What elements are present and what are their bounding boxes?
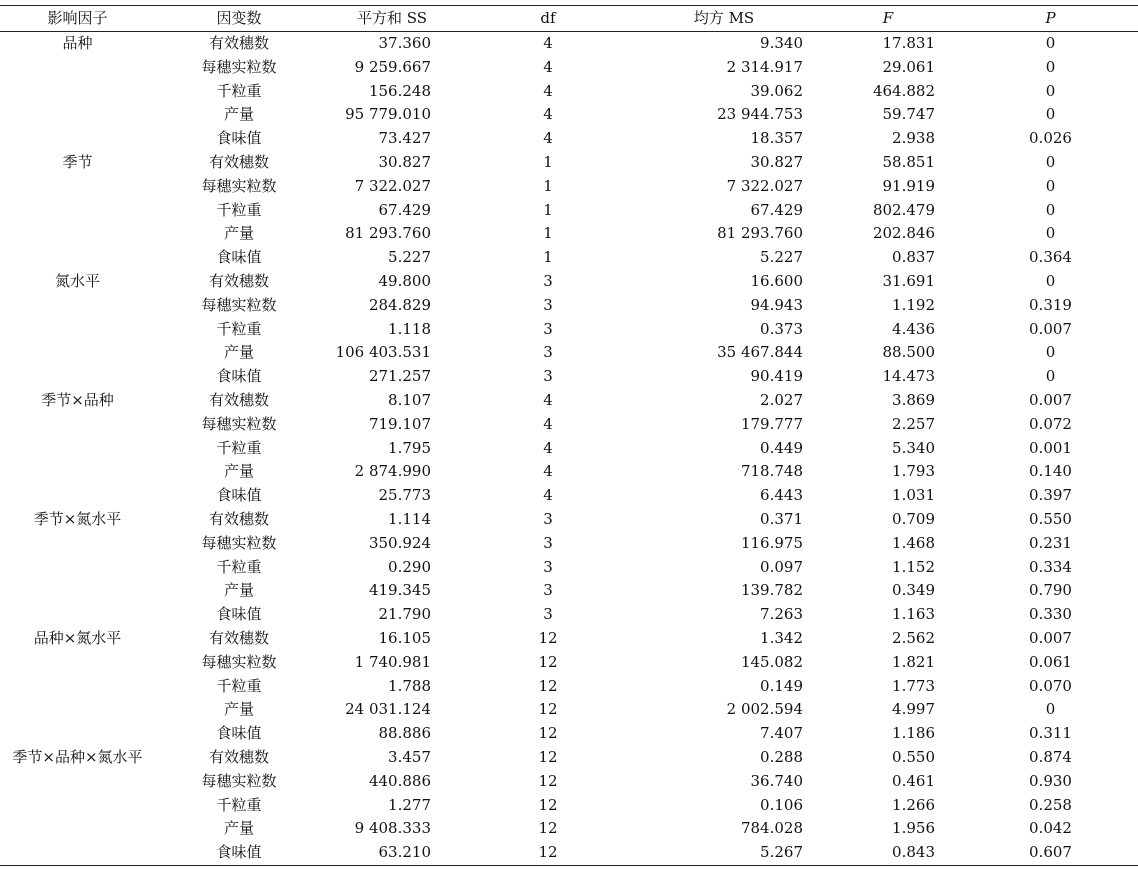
- cell-factor: [0, 579, 155, 603]
- cell-variable: 每穗实粒数: [201, 176, 277, 195]
- cell-p: 0: [1045, 34, 1056, 52]
- cell-ss: 25.773: [378, 486, 431, 505]
- cell-ms: 0.097: [760, 557, 803, 576]
- table-row: [0, 817, 1138, 841]
- cell-df: 3: [543, 319, 553, 338]
- table-row: [0, 341, 1138, 365]
- cell-p: 0.550: [1029, 509, 1072, 528]
- cell-ms: 5.267: [635, 841, 813, 865]
- cell-factor: 氮水平: [54, 271, 100, 290]
- cell-f: 1.821: [892, 652, 935, 671]
- table-body: [0, 32, 1138, 866]
- cell-df: 12: [538, 819, 558, 838]
- cell-f: 202.846: [872, 224, 935, 243]
- cell-factor: [0, 794, 155, 818]
- table-row: [0, 437, 1138, 461]
- cell-p: 0.072: [1029, 414, 1072, 433]
- cell-f: 1.773: [892, 676, 935, 695]
- table-row: [0, 579, 1138, 603]
- cell-variable: 有效穗数: [208, 628, 269, 647]
- cell-df: 4: [543, 57, 553, 76]
- cell-ms: 23 944.753: [717, 105, 803, 124]
- cell-f: 1.186: [892, 724, 935, 743]
- cell-p: 0.930: [1029, 771, 1072, 790]
- cell-variable: 食味值: [216, 486, 262, 505]
- cell-ms: 94.943: [750, 295, 803, 314]
- cell-f: 88.500: [882, 343, 935, 362]
- cell-ss: 21.790: [378, 605, 431, 624]
- cell-p: 0.397: [1029, 486, 1072, 505]
- cell-f: 2.938: [892, 129, 935, 148]
- cell-p: 0.319: [1029, 295, 1072, 314]
- cell-f: 0.843: [813, 841, 963, 865]
- table-row: [0, 627, 1138, 651]
- cell-ms: 0.149: [760, 676, 803, 695]
- cell-factor: 季节×品种×氮水平: [12, 747, 143, 766]
- cell-factor: 季节×品种: [41, 390, 114, 409]
- table-row: [0, 32, 1138, 56]
- table-row: [0, 532, 1138, 556]
- cell-ss: 9 259.667: [354, 57, 431, 76]
- cell-p: 0.007: [1029, 390, 1072, 409]
- cell-factor: [0, 841, 155, 865]
- cell-df: 1: [543, 248, 553, 267]
- cell-ss: 63.210: [323, 841, 461, 865]
- cell-f: 1.163: [892, 605, 935, 624]
- cell-ss: 719.107: [368, 414, 431, 433]
- cell-ms: 5.227: [760, 248, 803, 267]
- cell-ms: 2.027: [760, 390, 803, 409]
- cell-df: 4: [543, 34, 553, 52]
- cell-ss: 30.827: [378, 152, 431, 171]
- cell-p: 0.007: [1029, 628, 1072, 647]
- cell-p: 0: [1045, 700, 1056, 719]
- cell-f: 0.709: [892, 509, 935, 528]
- cell-ss: 8.107: [388, 390, 431, 409]
- cell-variable: 每穗实粒数: [201, 533, 277, 552]
- cell-variable: 产量: [223, 819, 254, 838]
- table-row: [0, 294, 1138, 318]
- cell-f: 58.851: [882, 152, 935, 171]
- cell-ss: 1.795: [388, 438, 431, 457]
- cell-ms: 16.600: [750, 271, 803, 290]
- cell-variable: 千粒重: [216, 319, 262, 338]
- cell-p: 0.311: [1029, 724, 1072, 743]
- cell-df: 3: [543, 581, 553, 600]
- cell-df: 1: [543, 152, 553, 171]
- cell-f: 1.266: [892, 795, 935, 814]
- cell-p: 0: [1045, 176, 1056, 195]
- cell-ss: 9 408.333: [354, 819, 431, 838]
- cell-df: 4: [543, 390, 553, 409]
- cell-f: 0.349: [892, 581, 935, 600]
- cell-factor: [0, 175, 155, 199]
- cell-variable: 千粒重: [216, 438, 262, 457]
- cell-ss: 49.800: [378, 271, 431, 290]
- cell-factor: 品种: [62, 34, 93, 52]
- cell-variable: 每穗实粒数: [201, 414, 277, 433]
- cell-p: 0: [1045, 57, 1056, 76]
- cell-f: 1.956: [892, 819, 935, 838]
- cell-ms: 784.028: [740, 819, 803, 838]
- table-row: [0, 80, 1138, 104]
- cell-ss: 1.114: [388, 509, 431, 528]
- cell-df: 12: [538, 628, 558, 647]
- cell-f: 0.837: [892, 248, 935, 267]
- table-row: [0, 246, 1138, 270]
- table-row: [0, 698, 1138, 722]
- cell-variable: 有效穗数: [208, 271, 269, 290]
- cell-variable: 每穗实粒数: [201, 771, 277, 790]
- cell-ms: 7.407: [760, 724, 803, 743]
- cell-variable: 产量: [223, 700, 254, 719]
- cell-df: 3: [543, 295, 553, 314]
- table-row: [0, 365, 1138, 389]
- cell-f: 59.747: [882, 105, 935, 124]
- cell-factor: [0, 460, 155, 484]
- table-row: [0, 318, 1138, 342]
- cell-df: 4: [543, 129, 553, 148]
- cell-variable: 有效穗数: [208, 34, 269, 52]
- cell-ss: 2 874.990: [354, 462, 431, 481]
- cell-variable: 产量: [223, 224, 254, 243]
- cell-df: 12: [538, 652, 558, 671]
- cell-ss: 5.227: [388, 248, 431, 267]
- cell-f: 91.919: [882, 176, 935, 195]
- cell-df: 1: [543, 200, 553, 219]
- cell-df: 3: [543, 367, 553, 386]
- cell-ms: 718.748: [740, 462, 803, 481]
- cell-df: 4: [543, 414, 553, 433]
- table-row: [0, 151, 1138, 175]
- cell-variable: 有效穗数: [208, 152, 269, 171]
- cell-p: 0.231: [1029, 533, 1072, 552]
- cell-variable: 产量: [223, 343, 254, 362]
- table-row: [0, 222, 1138, 246]
- cell-variable: 千粒重: [216, 200, 262, 219]
- cell-variable: 有效穗数: [208, 509, 269, 528]
- cell-factor: [0, 603, 155, 627]
- cell-ss: 1.118: [388, 319, 431, 338]
- table-row: [0, 127, 1138, 151]
- cell-f: 0.550: [892, 747, 935, 766]
- cell-df: 3: [543, 533, 553, 552]
- table-row: [0, 794, 1138, 818]
- cell-f: 4.997: [892, 700, 935, 719]
- cell-ss: 1.788: [388, 676, 431, 695]
- cell-ss: 37.360: [378, 34, 431, 52]
- cell-ss: 24 031.124: [345, 700, 431, 719]
- table-row: [0, 413, 1138, 437]
- cell-df: 4: [543, 438, 553, 457]
- table-row: [0, 651, 1138, 675]
- cell-factor: [0, 484, 155, 508]
- cell-df: 4: [543, 486, 553, 505]
- cell-ss: 419.345: [368, 581, 431, 600]
- cell-p: 0.364: [1029, 248, 1072, 267]
- cell-p: 0.140: [1029, 462, 1072, 481]
- table-row: [0, 675, 1138, 699]
- cell-p: 0.334: [1029, 557, 1072, 576]
- cell-ms: 39.062: [750, 81, 803, 100]
- cell-factor: [0, 413, 155, 437]
- cell-variable: 有效穗数: [208, 747, 269, 766]
- cell-f: 14.473: [882, 367, 935, 386]
- cell-ss: 16.105: [378, 628, 431, 647]
- cell-f: 1.031: [892, 486, 935, 505]
- cell-ms: 0.288: [760, 747, 803, 766]
- cell-variable: 食味值: [216, 248, 262, 267]
- cell-f: 31.691: [882, 271, 935, 290]
- cell-p: 0.001: [1029, 438, 1072, 457]
- header-p: P: [963, 6, 1138, 32]
- cell-factor: [0, 532, 155, 556]
- cell-df: 12: [538, 795, 558, 814]
- cell-ms: 81 293.760: [717, 224, 803, 243]
- cell-ss: 156.248: [368, 81, 431, 100]
- cell-ms: 36.740: [750, 771, 803, 790]
- cell-ss: 95 779.010: [345, 105, 431, 124]
- cell-factor: [0, 222, 155, 246]
- cell-variable: 食味值: [216, 129, 262, 148]
- cell-f: 1.468: [892, 533, 935, 552]
- cell-p: 0.607: [963, 841, 1138, 865]
- cell-df: 3: [543, 271, 553, 290]
- table-row: [0, 56, 1138, 80]
- cell-variable: 每穗实粒数: [201, 57, 277, 76]
- table-row: [0, 508, 1138, 532]
- cell-ms: 7.263: [760, 605, 803, 624]
- cell-ms: 2 002.594: [726, 700, 803, 719]
- table-header: [0, 6, 1138, 32]
- cell-f: 5.340: [892, 438, 935, 457]
- cell-p: 0: [1045, 81, 1056, 100]
- cell-ss: 73.427: [378, 129, 431, 148]
- cell-p: 0.007: [1029, 319, 1072, 338]
- cell-variable: 千粒重: [216, 81, 262, 100]
- cell-ms: 2 314.917: [726, 57, 803, 76]
- cell-f: 2.257: [892, 414, 935, 433]
- cell-variable: 每穗实粒数: [201, 295, 277, 314]
- cell-df: 3: [543, 509, 553, 528]
- cell-p: 0: [1045, 343, 1056, 362]
- cell-variable: 食味值: [216, 605, 262, 624]
- cell-f: 17.831: [882, 34, 935, 52]
- table-row: [0, 770, 1138, 794]
- header-factor: 影响因子: [0, 6, 155, 32]
- cell-df: 12: [461, 841, 635, 865]
- cell-ss: 106 403.531: [335, 343, 431, 362]
- cell-p: 0: [1045, 367, 1056, 386]
- cell-ms: 145.082: [740, 652, 803, 671]
- cell-df: 3: [543, 343, 553, 362]
- cell-factor: [0, 651, 155, 675]
- cell-ms: 0.371: [760, 509, 803, 528]
- cell-df: 1: [543, 176, 553, 195]
- cell-ms: 9.340: [760, 34, 803, 52]
- table-row: [0, 746, 1138, 770]
- cell-variable: 千粒重: [216, 557, 262, 576]
- cell-ms: 30.827: [750, 152, 803, 171]
- cell-variable: 食味值: [155, 841, 323, 865]
- cell-p: 0: [1045, 105, 1056, 124]
- cell-ss: 67.429: [378, 200, 431, 219]
- cell-factor: [0, 199, 155, 223]
- cell-df: 12: [538, 747, 558, 766]
- cell-variable: 产量: [223, 105, 254, 124]
- cell-p: 0.070: [1029, 676, 1072, 695]
- cell-factor: 季节: [62, 152, 93, 171]
- cell-ms: 1.342: [760, 628, 803, 647]
- cell-ss: 81 293.760: [345, 224, 431, 243]
- table-row: [0, 389, 1138, 413]
- cell-ss: 88.886: [378, 724, 431, 743]
- cell-factor: [0, 246, 155, 270]
- cell-df: 12: [538, 771, 558, 790]
- cell-factor: [0, 318, 155, 342]
- cell-f: 0.461: [892, 771, 935, 790]
- cell-p: 0.790: [1029, 581, 1072, 600]
- cell-ms: 0.373: [760, 319, 803, 338]
- cell-variable: 产量: [223, 462, 254, 481]
- cell-f: 802.479: [872, 200, 935, 219]
- cell-variable: 食味值: [216, 724, 262, 743]
- table-row: [0, 460, 1138, 484]
- cell-f: 2.562: [892, 628, 935, 647]
- cell-p: 0.061: [1029, 652, 1072, 671]
- cell-ms: 6.443: [760, 486, 803, 505]
- header-ms: 均方 MS: [635, 6, 813, 32]
- cell-variable: 每穗实粒数: [201, 652, 277, 671]
- cell-ss: 271.257: [368, 367, 431, 386]
- cell-factor: [0, 294, 155, 318]
- cell-ss: 3.457: [388, 747, 431, 766]
- header-df: df: [461, 6, 635, 32]
- cell-f: 29.061: [882, 57, 935, 76]
- cell-df: 3: [543, 557, 553, 576]
- cell-factor: [0, 437, 155, 461]
- cell-df: 4: [543, 81, 553, 100]
- cell-f: 1.152: [892, 557, 935, 576]
- cell-df: 4: [543, 462, 553, 481]
- anova-table: [0, 5, 1138, 866]
- header-row: [0, 6, 1138, 32]
- table-row: [0, 199, 1138, 223]
- cell-factor: [0, 698, 155, 722]
- cell-ss: 284.829: [368, 295, 431, 314]
- cell-p: 0: [1045, 271, 1056, 290]
- cell-df: 1: [543, 224, 553, 243]
- cell-f: 1.793: [892, 462, 935, 481]
- cell-ms: 18.357: [750, 129, 803, 148]
- cell-p: 0.874: [1029, 747, 1072, 766]
- cell-p: 0: [1045, 200, 1056, 219]
- cell-df: 12: [538, 676, 558, 695]
- table-row: [0, 722, 1138, 746]
- cell-ms: 139.782: [740, 581, 803, 600]
- cell-ss: 440.886: [368, 771, 431, 790]
- table-row: [0, 841, 1138, 865]
- header-ss: 平方和 SS: [323, 6, 461, 32]
- cell-df: 12: [538, 724, 558, 743]
- cell-ss: 1 740.981: [354, 652, 431, 671]
- table-row: [0, 484, 1138, 508]
- cell-factor: [0, 341, 155, 365]
- table-row: [0, 556, 1138, 580]
- cell-ms: 7 322.027: [726, 176, 803, 195]
- cell-df: 4: [543, 105, 553, 124]
- cell-factor: 季节×氮水平: [33, 509, 122, 528]
- cell-p: 0: [1045, 152, 1056, 171]
- cell-p: 0.330: [1029, 605, 1072, 624]
- cell-ms: 90.419: [750, 367, 803, 386]
- table-row: [0, 603, 1138, 627]
- cell-p: 0.042: [1029, 819, 1072, 838]
- cell-ss: 350.924: [368, 533, 431, 552]
- cell-df: 3: [543, 605, 553, 624]
- header-f: F: [813, 6, 963, 32]
- cell-factor: [0, 80, 155, 104]
- cell-ms: 179.777: [740, 414, 803, 433]
- table-row: [0, 270, 1138, 294]
- cell-p: 0.258: [1029, 795, 1072, 814]
- cell-ms: 0.106: [760, 795, 803, 814]
- cell-ms: 0.449: [760, 438, 803, 457]
- cell-factor: [0, 675, 155, 699]
- cell-ms: 116.975: [740, 533, 803, 552]
- cell-variable: 千粒重: [216, 795, 262, 814]
- cell-ms: 35 467.844: [717, 343, 803, 362]
- cell-ss: 7 322.027: [354, 176, 431, 195]
- cell-factor: [0, 56, 155, 80]
- cell-df: 12: [538, 700, 558, 719]
- cell-f: 1.192: [892, 295, 935, 314]
- cell-ss: 0.290: [388, 557, 431, 576]
- cell-variable: 有效穗数: [208, 390, 269, 409]
- cell-variable: 产量: [223, 581, 254, 600]
- table-row: [0, 175, 1138, 199]
- cell-variable: 千粒重: [216, 676, 262, 695]
- cell-f: 464.882: [872, 81, 935, 100]
- cell-p: 0: [1045, 224, 1056, 243]
- cell-p: 0.026: [1029, 129, 1072, 148]
- header-variable: 因变数: [155, 6, 323, 32]
- cell-variable: 食味值: [216, 367, 262, 386]
- cell-f: 4.436: [892, 319, 935, 338]
- cell-factor: [0, 365, 155, 389]
- cell-factor: [0, 556, 155, 580]
- cell-factor: [0, 817, 155, 841]
- cell-ss: 1.277: [388, 795, 431, 814]
- cell-factor: [0, 770, 155, 794]
- cell-f: 3.869: [892, 390, 935, 409]
- cell-factor: [0, 722, 155, 746]
- cell-factor: [0, 103, 155, 127]
- cell-factor: 品种×氮水平: [33, 628, 122, 647]
- table-row: [0, 103, 1138, 127]
- cell-factor: [0, 127, 155, 151]
- cell-ms: 67.429: [750, 200, 803, 219]
